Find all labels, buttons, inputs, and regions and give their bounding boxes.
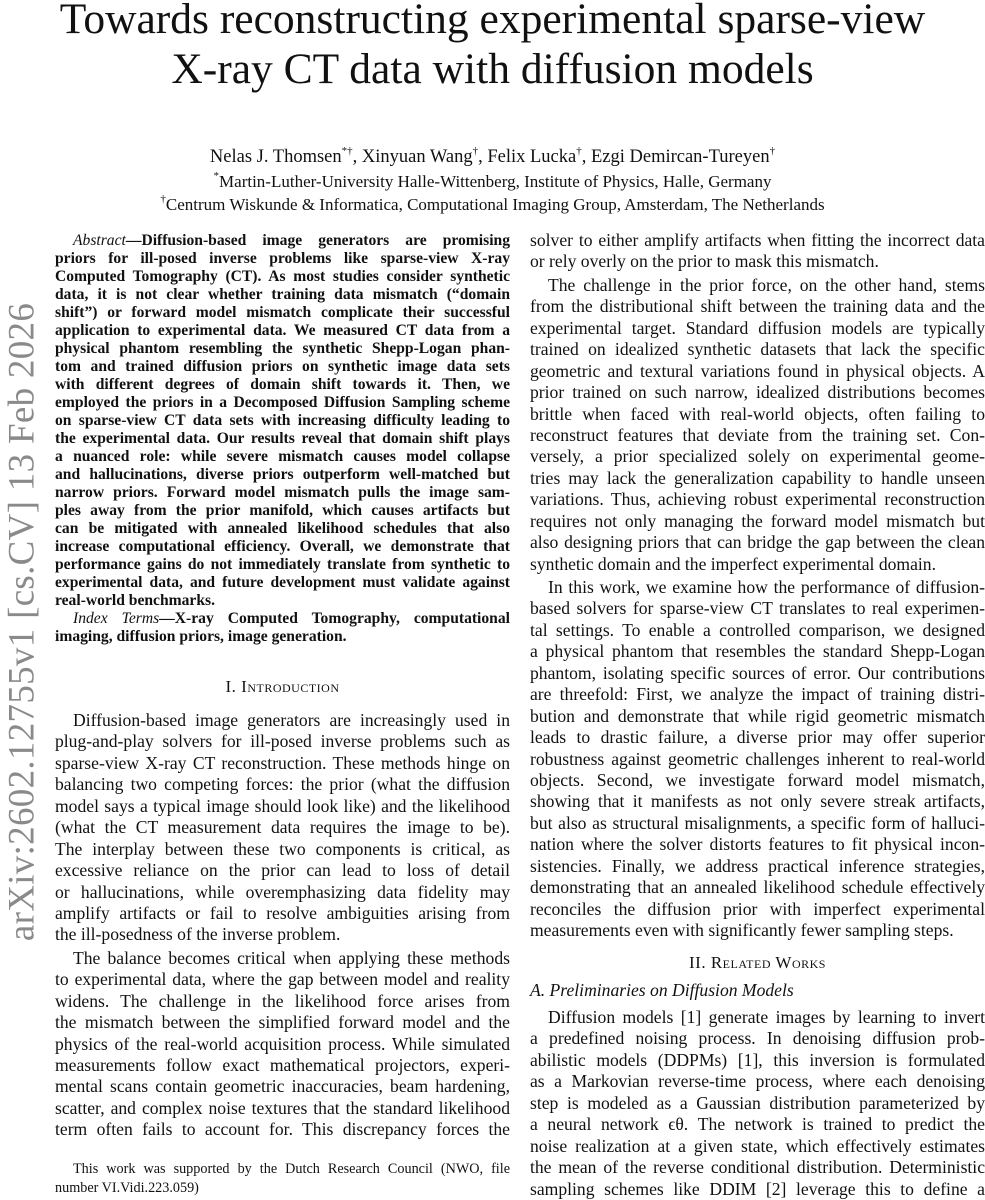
paragraph-line: model says a typical image should look like) and the likelihood <box>55 795 510 816</box>
author-list: Nelas J. Thomsen*†, Xinyuan Wang†, Felix Lucka†, Ezgi Demircan-Tureyen† <box>209 145 776 167</box>
abstract-line: can be mitigated with annealed likelihood schedules that also <box>55 520 510 537</box>
paragraph-line: The interplay between these two components is critical, as <box>55 838 510 859</box>
paragraph-line: scatter, and complex noise textures that the standard likelihood <box>55 1097 510 1118</box>
index-terms-line: imaging, diffusion priors, image generation. <box>55 628 347 645</box>
paragraph-line: requires not only managing the forward model mismatch but <box>530 510 985 531</box>
abstract-line: the experimental data. Our results reveal that domain shift plays <box>55 430 510 447</box>
paragraph-line: based solvers for sparse-view CT translates to real experimen- <box>530 598 985 619</box>
author-mark: † <box>769 145 776 157</box>
footnote-line: number VI.Vidi.223.059) <box>55 1180 199 1196</box>
paragraph-line: nation where the solver distorts features to fit physical incon- <box>530 834 985 855</box>
abstract-line: tom and trained diffusion priors on synthetic image data sets <box>55 358 510 375</box>
left-column-body <box>55 710 510 1141</box>
paragraph-line: mental scans contain geometric inaccuracies, beam hardening, <box>55 1076 510 1097</box>
paragraph-line: are threefold: First, we analyze the impact of training distri- <box>530 684 985 705</box>
paragraph-line: from the distributional shift between the training data and the <box>530 296 985 317</box>
abstract-line: Computed Tomography (CT). As most studies consider synthetic <box>55 268 510 285</box>
paragraph-line: geometric and textural variations found in physical objects. A <box>530 360 985 381</box>
paragraph-line: measurements even with significantly fewer sampling steps. <box>530 920 954 940</box>
author-name: Ezgi Demircan-Tureyen <box>590 147 770 167</box>
arxiv-identifier-stamp: arXiv:2602.12755v1 [cs.CV] 13 Feb 2026 <box>1 302 43 942</box>
index-terms-line <box>55 610 510 628</box>
abstract <box>55 232 510 646</box>
paragraph-line: plug-and-play solvers for ill-posed inverse problems such as <box>55 731 510 752</box>
abstract-line: priors for ill-posed inverse problems like sparse-view X-ray <box>55 250 510 267</box>
paragraph-line: robustness against geometric challenges inherent to real-world <box>530 748 985 769</box>
footnote-line: This work was supported by the Dutch Research Council (NWO, file <box>73 1161 510 1177</box>
subsection-heading: A. Preliminaries on Diffusion Models <box>530 980 794 1000</box>
paragraph-line: widens. The challenge in the likelihood force arises from <box>55 990 510 1011</box>
paragraph-line: to experimental data, where the gap between model and reality <box>55 969 510 990</box>
paragraph-line: physics of the real-world acquisition process. While simulated <box>55 1033 510 1054</box>
affiliation <box>0 170 985 194</box>
paragraph-line: tries may lack the generalization capability to handle unseen <box>530 467 985 488</box>
title-line: X-ray CT data with diffusion models <box>171 45 814 93</box>
footnote <box>55 1160 510 1198</box>
affiliation-text: Centrum Wiskunde & Informatica, Computational Imaging Group, Amsterdam, The Netherlands <box>165 195 825 214</box>
paragraph-line: Diffusion models [1] generate images by learning to invert <box>548 1007 985 1027</box>
paragraph-line: trained on idealized synthetic datasets that lack the specific <box>530 339 985 360</box>
abstract-line: application to experimental data. We measured CT data from a <box>55 322 510 339</box>
paragraph-line: sparse-view X-ray CT reconstruction. These methods hinge on <box>55 752 510 773</box>
section-2-heading-wrap <box>530 952 985 1001</box>
section-heading: II. Related Works <box>689 953 826 972</box>
abstract-line: real-world benchmarks. <box>55 592 215 609</box>
abstract-label: Abstract <box>73 232 126 249</box>
abstract-line: on sparse-view CT data sets with increasing difficulty leading to <box>55 412 510 429</box>
paragraph-line: amplify artifacts or fail to resolve ambiguities arising from <box>55 902 510 923</box>
paragraph-line: step is modeled as a Gaussian distribution parameterized by <box>530 1092 985 1113</box>
paragraph-line: as a Markovian reverse-time process, where each denoising <box>530 1071 985 1092</box>
paragraph-line: but also as structural misalignments, a specific form of halluci- <box>530 812 985 833</box>
paper-title <box>0 0 985 94</box>
abstract-line: increase computational efficiency. Overall, we demonstrate that <box>55 538 510 555</box>
paragraph-line: showing that it manifests as not only severe streak artifacts, <box>530 791 985 812</box>
paragraph-line: Diffusion-based image generators are increasingly used in <box>73 710 510 730</box>
paragraph-line: the mismatch between the simplified forward model and the <box>55 1012 510 1033</box>
paragraph-line: brittle when faced with real-world objects, often failing to <box>530 403 985 424</box>
author-mark: † <box>472 145 479 157</box>
section-1-heading-wrap <box>55 676 510 698</box>
paragraph-line: solver to either amplify artifacts when fitting the incorrect data <box>530 230 985 250</box>
author-name: Felix Lucka <box>487 147 577 167</box>
paragraph-line: a predefined noising process. In denoising diffusion prob- <box>530 1028 985 1049</box>
affiliation-mark: * <box>213 169 220 182</box>
paragraph-line: objects. Second, we investigate forward model mismatch, <box>530 769 985 790</box>
author-mark: *† <box>341 145 353 157</box>
author-name: Nelas J. Thomsen <box>209 147 342 167</box>
index-terms-label: Index Terms <box>73 610 160 627</box>
author-name: Xinyuan Wang <box>361 147 473 167</box>
abstract-line: data, it is not clear whether training data mismatch (“domain <box>55 286 510 303</box>
paragraph-line: reconciles the diffusion prior with imperfect experimental <box>530 898 985 919</box>
abstract-line: with different degrees of domain shift towards it. Then, we <box>55 376 510 393</box>
paragraph-line: (what the CT measurement data requires the image to be). <box>55 817 510 838</box>
paragraph-line: In this work, we examine how the performance of diffusion- <box>548 577 985 597</box>
paragraph-line: tal settings. To enable a controlled comparison, we designed <box>530 619 985 640</box>
affiliation <box>0 193 985 217</box>
paragraph-line: abilistic models (DDPMs) [1], this inversion is formulated <box>530 1049 985 1070</box>
paragraph-line: phantom, isolating specific sources of error. Our contributions <box>530 662 985 683</box>
affiliation-text: Martin-Luther-University Halle-Wittenberg, Institute of Physics, Halle, Germany <box>219 171 772 191</box>
affiliation-mark: † <box>160 193 166 205</box>
paragraph-line: the mean of the reverse conditional distribution. Deterministic <box>530 1157 985 1178</box>
abstract-line: employed the priors in a Decomposed Diffusion Sampling scheme <box>55 394 510 411</box>
author-mark: † <box>576 145 582 157</box>
paragraph-line: bution and demonstrate that while rigid geometric mismatch <box>530 705 985 726</box>
paragraph-line: experimental target. Standard diffusion models are typically <box>530 317 985 338</box>
paragraph-line: balancing two competing forces: the prior (what the diffusion <box>55 774 510 795</box>
abstract-line: shift”) or forward model mismatch complicate their successful <box>55 304 510 321</box>
paragraph-line: The challenge in the prior force, on the other hand, stems <box>548 274 985 295</box>
paragraph-line: noise realization at a given state, which effectively estimates <box>530 1135 985 1156</box>
paragraph-line: synthetic domain and the imperfect experimental domain. <box>530 553 936 574</box>
abstract-line: narrow priors. Forward model mismatch pulls the image sam- <box>55 484 510 501</box>
abstract-line: a nuanced role: while severe mismatch causes model collapse <box>55 448 510 465</box>
paragraph-line: reconstruct features that deviate from the training set. Con- <box>530 424 985 445</box>
paragraph-line: excessive reliance on the prior can lead to loss of detail <box>55 860 510 881</box>
paragraph-line: prior trained on such narrow, idealized distributions becomes <box>530 382 985 403</box>
paragraph-line: sistencies. Finally, we address practical inference strategies, <box>530 855 985 876</box>
title-line: Towards reconstructing experimental sparse-view <box>59 0 926 43</box>
paragraph-line: sampling schemes like DDIM [2] leverage this to define a <box>530 1178 985 1199</box>
paragraph-line: measurements follow exact mathematical projectors, experi- <box>55 1055 510 1075</box>
paragraph-line: a neural network ϵθ. The network is trained to predict the <box>530 1114 985 1135</box>
paragraph-line: variations. Thus, achieving robust experimental reconstruction <box>530 489 985 510</box>
paragraph-line: versely, a prior specialized solely on experimental geome- <box>530 446 985 467</box>
index-terms-text: —X-ray Computed Tomography, computational <box>159 610 510 627</box>
author-block <box>0 146 985 217</box>
abstract-line <box>55 232 510 250</box>
paragraph-line: or rely overly on the prior to mask this mismatch. <box>530 251 879 272</box>
right-column-body <box>530 230 985 941</box>
paragraph-line: the ill-posedness of the inverse problem. <box>55 924 341 945</box>
paragraph-line: demonstrating that an annealed likelihood schedule effectively <box>530 877 985 898</box>
paragraph-line: term often fails to account for. This discrepancy forces the <box>55 1119 510 1140</box>
abstract-text: —Diffusion-based image generators are promising <box>125 232 510 249</box>
abstract-line: and hallucinations, diverse priors outperform well-matched but <box>55 466 510 483</box>
right-column-body-2 <box>530 1007 985 1200</box>
paragraph-line: a physical phantom that resembles the standard Shepp-Logan <box>530 641 985 662</box>
section-heading: I. Introduction <box>225 677 340 696</box>
paragraph-line: The balance becomes critical when applying these methods <box>73 947 510 968</box>
abstract-line: physical phantom resembling the synthetic Shepp-Logan phan- <box>55 340 510 357</box>
abstract-line: ples away from the prior manifold, which causes artifacts but <box>55 502 510 519</box>
paragraph-line: or hallucinations, while overemphasizing data fidelity may <box>55 881 510 902</box>
abstract-line: experimental data, and future development must validate against <box>55 574 510 591</box>
paragraph-line: leads to drastic failure, a diverse prior may offer superior <box>530 727 985 748</box>
abstract-line: performance gains do not immediately translate from synthetic to <box>55 556 510 573</box>
paragraph-line: also designing priors that can bridge the gap between the clean <box>530 532 985 553</box>
